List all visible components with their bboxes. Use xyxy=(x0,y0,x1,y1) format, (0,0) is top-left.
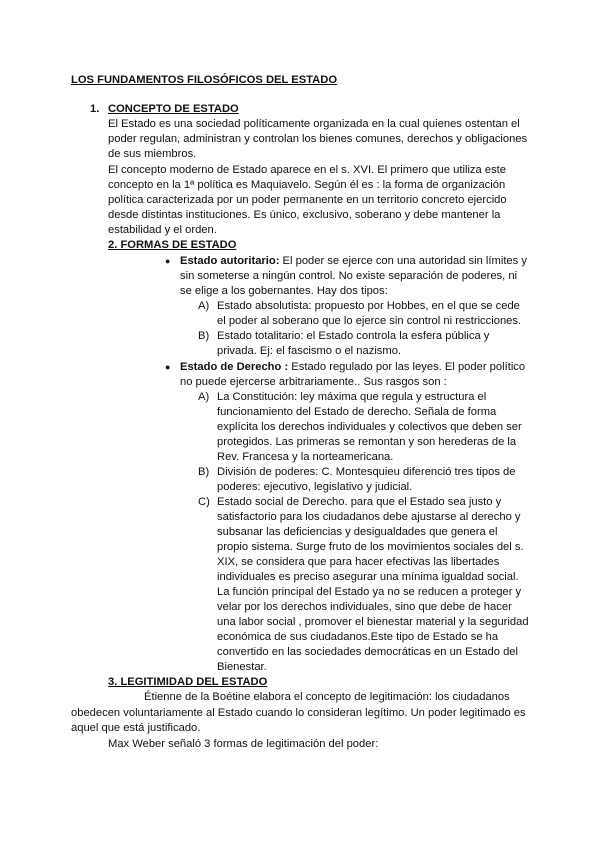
list-item-line: Rev. Francesa y la norteamericana. xyxy=(217,451,394,463)
list-label: C) xyxy=(198,496,210,508)
paragraph-line: Max Weber señaló 3 formas de legitimación del poder: xyxy=(108,738,379,750)
list-label: B) xyxy=(198,466,210,478)
paragraph-line: Étienne de la Boétine elabora el concepto de legitimación: los ciudadanos xyxy=(144,691,510,703)
list-item-line: propio sistema. Surge fruto de los movimientos sociales del s. xyxy=(217,541,524,553)
list-item-line: Estado totalitario: el Estado controla la esfera pública y xyxy=(217,330,490,342)
section-2-heading: 2. FORMAS DE ESTADO xyxy=(108,239,237,251)
section-3-heading: 3. LEGITIMIDAD DEL ESTADO xyxy=(108,676,268,688)
list-item-line: explícita los derechos individuales y colectivos que deben ser xyxy=(217,421,522,433)
bullet-2-term: Estado de Derecho : xyxy=(180,361,289,373)
list-item-line: el poder al soberano que lo ejerce sin control ni restricciones. xyxy=(217,315,522,327)
bullet-icon: ● xyxy=(165,256,171,266)
list-label: B) xyxy=(198,330,210,342)
list-item-line: satisfactorio para los ciudadanos debe ajustarse al derecho y xyxy=(217,511,521,523)
paragraph-line: estabilidad y el orden. xyxy=(108,224,217,236)
list-item-line: una labor social , promover el bienestar material y la seguridad xyxy=(217,616,529,628)
list-item-line: privada. Ej: el fascismo o el nazismo. xyxy=(217,345,402,357)
list-label: A) xyxy=(198,391,210,403)
list-item-line: Bienestar. xyxy=(217,661,267,673)
list-item-line: Estado absolutista: propuesto por Hobbes, en el que se cede xyxy=(217,300,520,312)
bullet-1-text: El poder se ejerce con una autoridad sin límites y xyxy=(279,255,527,267)
section-1-number: 1. xyxy=(90,103,100,115)
list-item-line: subsanar las deficiencias y desigualdades que genera el xyxy=(217,526,498,538)
paragraph-line: se elige a los gobernantes. Hay dos tipos: xyxy=(180,285,388,297)
list-item-line: La Constitución: ley máxima que regula y estructura el xyxy=(217,391,487,403)
list-item-line: convertido en las sociedades democráticas en un Estado del xyxy=(217,646,519,658)
list-item-line: velar por los derechos individuales, sino que debe de hacer xyxy=(217,601,512,613)
paragraph-line: poder regulan, administran y controlan los bienes comunes, derechos y obligaciones xyxy=(108,133,528,145)
paragraph-line: obedecen voluntariamente al Estado cuando lo consideran legítimo. Un poder legitimado es xyxy=(71,707,526,719)
paragraph-line: de sus miembros. xyxy=(108,148,197,160)
list-item-line: poderes: ejecutivo, legislativo y judicial. xyxy=(217,481,413,493)
bullet-1-first-line xyxy=(180,254,527,269)
list-item-line: Estado social de Derecho. para que el Estado sea justo y xyxy=(217,496,502,508)
bullet-2-text: Estado regulado por las leyes. El poder político xyxy=(288,361,526,373)
list-item-line: funcionamiento del Estado de derecho. Señala de forma xyxy=(217,406,497,418)
list-item-line: División de poderes: C. Montesquieu diferenció tres tipos de xyxy=(217,466,516,478)
paragraph-line: no puede ejercerse arbitrariamente.. Sus rasgos son : xyxy=(180,376,447,388)
list-item-line: protegidos. Las primeras se remontan y son herederas de la xyxy=(217,436,517,448)
bullet-icon: ● xyxy=(165,362,171,372)
paragraph-line: El concepto moderno de Estado aparece en el s. XVI. El primero que utiliza este xyxy=(108,164,507,176)
paragraph-line: política caracterizada por un poder permanente en un territorio concreto ejercido xyxy=(108,194,507,206)
list-item-line: La función principal del Estado ya no se reducen a proteger y xyxy=(217,586,522,598)
list-item-line: individuales es preciso asegurar una mínima igualdad social. xyxy=(217,571,519,583)
paragraph-line: desde distintas instituciones. Es único, exclusivo, soberano y debe mantener la xyxy=(108,209,501,221)
paragraph-line: El Estado es una sociedad políticamente organizada en la cual quienes ostentan el xyxy=(108,118,520,130)
paragraph-line: concepto en la 1ª política es Maquiavelo. Según él es : la forma de organización xyxy=(108,179,506,191)
bullet-1-term: Estado autoritario: xyxy=(180,255,280,267)
paragraph-line: sin someterse a ningún control. No existe separación de poderes, ni xyxy=(180,270,518,282)
paragraph-line: aquel que está justificado. xyxy=(71,722,201,734)
document-title: LOS FUNDAMENTOS FILOSÓFICOS DEL ESTADO xyxy=(71,74,338,86)
list-label: A) xyxy=(198,300,210,312)
bullet-2-first-line xyxy=(180,360,525,375)
section-1-heading: CONCEPTO DE ESTADO xyxy=(108,103,239,115)
list-item-line: XIX, se considera que para hacer efectivas las libertades xyxy=(217,556,500,568)
list-item-line: económica de sus ciudadanos.Este tipo de Estado se ha xyxy=(217,631,499,643)
